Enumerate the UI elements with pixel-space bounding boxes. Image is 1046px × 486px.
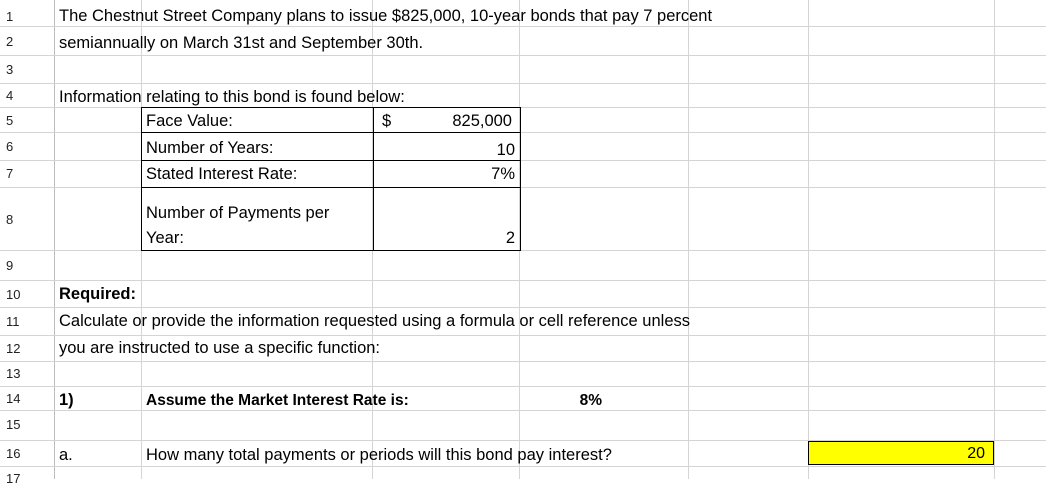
row-border xyxy=(0,466,1046,467)
row-number[interactable]: 14 xyxy=(6,391,21,406)
table-row-divider xyxy=(142,160,520,161)
row-number[interactable]: 9 xyxy=(6,258,14,273)
row-number[interactable]: 5 xyxy=(6,113,14,128)
face-value-currency: $ xyxy=(382,112,392,130)
row-border xyxy=(0,55,1046,56)
row-number[interactable]: 8 xyxy=(6,212,14,227)
question-text[interactable]: How many total payments or periods will this bond pay interest? xyxy=(146,446,612,464)
row-number[interactable]: 11 xyxy=(6,314,20,329)
row-border xyxy=(0,26,1046,27)
row-border xyxy=(0,410,1046,411)
question-letter[interactable]: a. xyxy=(59,446,73,464)
row-border xyxy=(0,386,1046,387)
row-number[interactable]: 16 xyxy=(6,446,21,461)
question-number[interactable]: 1) xyxy=(59,391,74,409)
row-border xyxy=(0,280,1046,281)
row-number[interactable]: 13 xyxy=(6,366,21,381)
payments-label-line-1[interactable]: Number of Payments per xyxy=(146,204,330,222)
table-row-divider xyxy=(142,187,520,188)
intro-line-1[interactable]: The Chestnut Street Company plans to issue $825,000, 10-year bonds that pay 7 percent xyxy=(59,7,713,25)
row-number[interactable]: 1 xyxy=(6,9,14,24)
info-heading[interactable]: Information relating to this bond is found below: xyxy=(59,88,405,106)
row-number[interactable]: 6 xyxy=(6,139,14,154)
answer-value[interactable]: 20 xyxy=(967,445,985,462)
row-number[interactable]: 4 xyxy=(6,88,14,103)
row-header-border xyxy=(54,0,55,479)
answer-cell[interactable] xyxy=(808,441,994,465)
column-border-g xyxy=(994,0,995,479)
required-line-1[interactable]: Calculate or provide the information requested using a formula or cell reference unless xyxy=(59,312,691,330)
row-number[interactable]: 10 xyxy=(6,287,21,302)
rate-value[interactable]: 7% xyxy=(491,165,515,183)
row-border xyxy=(0,335,1046,336)
row-border xyxy=(0,361,1046,362)
column-border-e xyxy=(688,0,689,479)
market-rate-label[interactable]: Assume the Market Interest Rate is: xyxy=(146,392,409,409)
column-border-f xyxy=(808,0,809,479)
table-column-divider xyxy=(373,108,374,250)
payments-value[interactable]: 2 xyxy=(505,229,515,247)
intro-line-2[interactable]: semiannually on March 31st and September 30th. xyxy=(59,34,424,52)
row-number[interactable]: 3 xyxy=(6,62,14,77)
years-label[interactable]: Number of Years: xyxy=(146,139,274,157)
face-value-label[interactable]: Face Value: xyxy=(146,112,233,130)
row-number[interactable]: 17 xyxy=(6,471,21,486)
table-row-divider xyxy=(142,132,520,133)
row-number[interactable]: 15 xyxy=(6,417,21,432)
market-rate-value[interactable]: 8% xyxy=(579,392,602,409)
years-value[interactable]: 10 xyxy=(496,141,515,159)
row-border xyxy=(0,83,1046,84)
row-number[interactable]: 12 xyxy=(6,341,21,356)
payments-label-line-2: Year: xyxy=(146,229,184,247)
row-border xyxy=(0,307,1046,308)
face-value[interactable]: 825,000 xyxy=(452,112,512,130)
required-heading[interactable]: Required: xyxy=(59,285,137,303)
rate-label[interactable]: Stated Interest Rate: xyxy=(146,165,298,183)
required-line-2[interactable]: you are instructed to use a specific function: xyxy=(59,339,381,357)
row-number[interactable]: 2 xyxy=(6,34,14,49)
row-number[interactable]: 7 xyxy=(6,166,14,181)
